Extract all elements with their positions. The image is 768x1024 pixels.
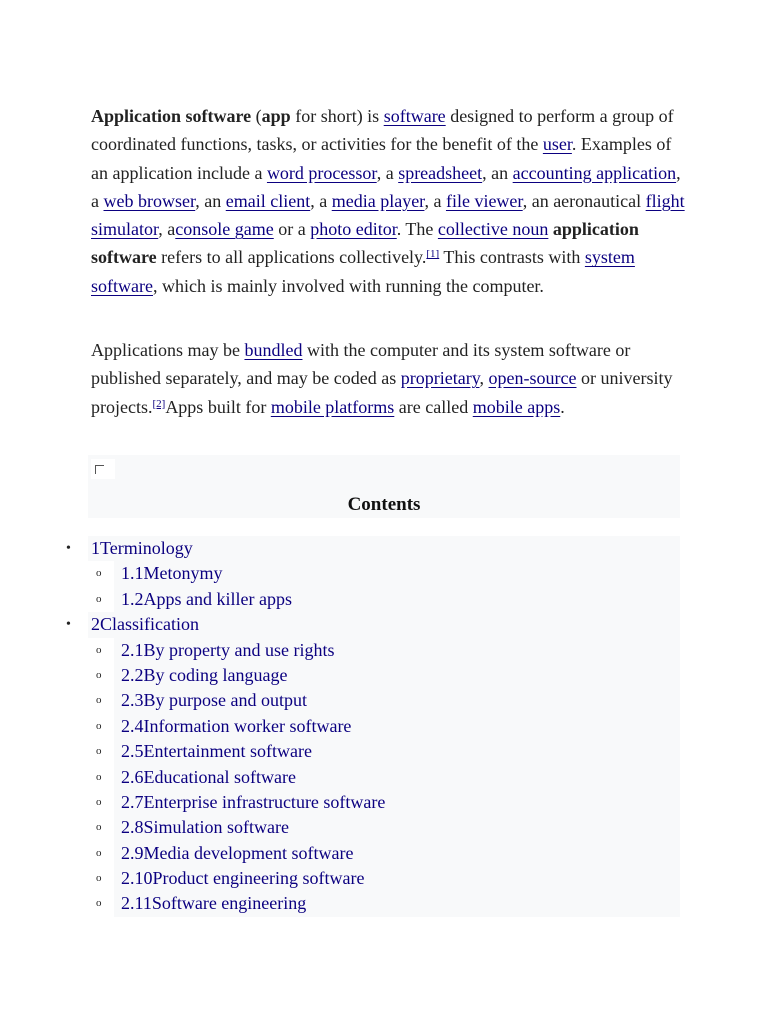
toc-subitem[interactable] — [0, 714, 768, 739]
toc-header — [88, 455, 680, 518]
circle-bullet-icon: o — [96, 897, 102, 910]
circle-bullet-icon: o — [96, 668, 102, 681]
toc-link[interactable]: 2.1By property and use rights — [121, 639, 335, 660]
circle-bullet-icon: o — [96, 846, 102, 859]
toc-link[interactable]: 1.1Metonymy — [121, 563, 223, 584]
bold-term: Application software — [91, 106, 252, 126]
circle-bullet-icon: o — [96, 643, 102, 656]
link-mobile-apps[interactable]: mobile apps — [472, 396, 561, 417]
link-web-browser[interactable]: web browser — [103, 190, 196, 211]
link-collective-noun[interactable]: collective noun — [437, 219, 549, 240]
link-word-processor[interactable]: word processor — [266, 162, 377, 183]
link-photo-editor[interactable]: photo editor — [310, 219, 397, 240]
toc-toggle-checkbox[interactable] — [91, 459, 115, 479]
reference-link-2[interactable]: [2] — [152, 397, 166, 410]
bullet-icon: • — [66, 617, 71, 633]
toc-subitem[interactable] — [0, 765, 768, 790]
checkbox-icon — [95, 465, 104, 474]
link-proprietary[interactable]: proprietary — [400, 368, 480, 389]
link-system-software[interactable]: system software — [91, 247, 635, 296]
link-open-source[interactable]: open-source — [488, 368, 577, 389]
circle-bullet-icon: o — [96, 821, 102, 834]
toc-subitem[interactable] — [0, 638, 768, 663]
circle-bullet-icon: o — [96, 872, 102, 885]
intro-paragraph: Application software (app for short) is software designed to perform a group of coordinated functions, tasks, or activities for the benefit of the user. Examples of an application include a word processor, a spreadsheet, an accounting application, a web browser, an email client, a media player, a file viewer, an aeronautical flight simulator, aconsole game or a photo editor. The collective noun application software refers to all applications collectively.[1] This contrasts with system software, which is mainly involved with running the computer. — [91, 106, 685, 296]
link-accounting-application[interactable]: accounting application — [512, 162, 677, 183]
link-console-game[interactable]: console game — [175, 219, 274, 240]
reference-marker — [426, 248, 439, 260]
toc-subitem[interactable] — [0, 561, 768, 586]
circle-bullet-icon: o — [96, 719, 102, 732]
toc-subitem[interactable] — [0, 891, 768, 916]
link-spreadsheet[interactable]: spreadsheet — [398, 162, 483, 183]
toc-subitem[interactable] — [0, 739, 768, 764]
circle-bullet-icon: o — [96, 592, 102, 605]
link-software[interactable]: software — [383, 106, 446, 126]
toc-link[interactable]: 2.10Product engineering software — [121, 868, 365, 889]
toc-link[interactable]: 2.3By purpose and output — [121, 690, 307, 711]
link-bundled[interactable]: bundled — [244, 340, 303, 360]
toc-subitem[interactable] — [0, 688, 768, 713]
reference-marker — [152, 398, 165, 410]
toc-subitem[interactable] — [0, 663, 768, 688]
toc-title: Contents — [347, 494, 421, 515]
link-mobile-platforms[interactable]: mobile platforms — [270, 396, 395, 417]
circle-bullet-icon: o — [96, 770, 102, 783]
toc-link[interactable]: 2.5Entertainment software — [121, 741, 312, 762]
toc-subitem[interactable] — [0, 815, 768, 840]
circle-bullet-icon: o — [96, 745, 102, 758]
circle-bullet-icon: o — [96, 567, 102, 580]
bold-term: application software — [91, 219, 639, 268]
link-user[interactable]: user — [542, 134, 572, 155]
toc-link[interactable]: 1.2Apps and killer apps — [121, 588, 292, 609]
toc-item[interactable] — [0, 612, 768, 637]
toc-link[interactable]: 1Terminology — [91, 538, 193, 558]
circle-bullet-icon: o — [96, 694, 102, 707]
link-media-player[interactable]: media player — [331, 190, 425, 211]
bold-term: app — [261, 106, 291, 126]
bullet-icon: • — [66, 541, 71, 556]
toc-list — [0, 536, 768, 917]
link-email-client[interactable]: email client — [225, 190, 311, 211]
toc-link[interactable]: 2Classification — [91, 614, 199, 635]
circle-bullet-icon: o — [96, 795, 102, 808]
toc-link[interactable]: 2.7Enterprise infrastructure software — [121, 791, 386, 812]
link-flight-simulator[interactable]: flight simulator — [91, 190, 685, 240]
toc-subitem[interactable] — [0, 790, 768, 815]
toc-link[interactable]: 2.11Software engineering — [121, 893, 307, 914]
toc-subitem[interactable] — [0, 866, 768, 891]
toc-subitem[interactable] — [0, 841, 768, 866]
toc-link[interactable]: 2.8Simulation software — [121, 817, 289, 838]
second-paragraph: Applications may be bundled with the computer and its system software or published separately, and may be coded as proprietary, open-source or university projects.[2]Apps built for mobile platforms are called mobile apps. — [91, 340, 673, 417]
link-file-viewer[interactable]: file viewer — [445, 190, 523, 211]
toc-link[interactable]: 2.2By coding language — [121, 664, 288, 685]
toc-link[interactable]: 2.4Information worker software — [121, 715, 352, 736]
toc-link[interactable]: 2.6Educational software — [121, 766, 296, 787]
toc-subitem[interactable] — [0, 587, 768, 612]
toc-link[interactable]: 2.9Media development software — [121, 842, 354, 863]
reference-link-1[interactable]: [1] — [426, 248, 440, 261]
toc-item[interactable] — [0, 536, 768, 561]
